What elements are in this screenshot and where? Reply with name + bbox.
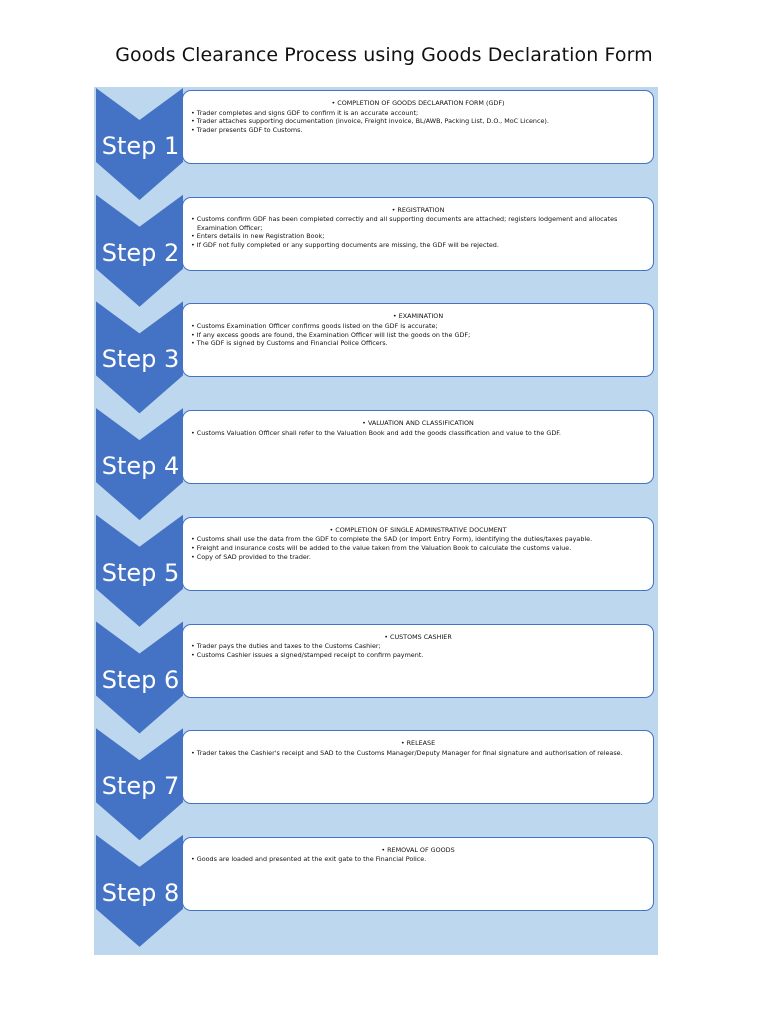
step-bullet-text: Enters details in new Registration Book; xyxy=(196,232,325,241)
step-box-1 xyxy=(182,90,654,164)
step-bullet xyxy=(191,429,645,438)
step-bullet xyxy=(191,322,645,331)
step-box-2 xyxy=(182,197,654,271)
bullet-icon: • xyxy=(392,312,397,321)
step-bullet xyxy=(191,215,645,232)
bullet-icon: • xyxy=(191,321,195,330)
step-box-3 xyxy=(182,303,654,377)
bullet-icon: • xyxy=(329,525,334,534)
bullet-icon: • xyxy=(191,552,195,561)
bullet-icon: • xyxy=(191,855,195,864)
step-bullet xyxy=(191,109,645,118)
bullet-icon: • xyxy=(391,205,396,214)
step-label-3: Step 3 xyxy=(101,345,180,374)
step-bullet xyxy=(191,651,645,660)
step-heading-text: CUSTOMS CASHIER xyxy=(389,632,452,641)
step-heading-text: COMPLETION OF SINGLE ADMINSTRATIVE DOCUMENT xyxy=(335,525,507,534)
step-heading-text: VALUATION AND CLASSIFICATION xyxy=(367,419,474,428)
step-bullet xyxy=(191,553,645,562)
step-bullet xyxy=(191,331,645,340)
bullet-icon: • xyxy=(191,543,195,552)
step-bullet xyxy=(191,117,645,126)
bullet-icon: • xyxy=(400,739,405,748)
bullet-icon: • xyxy=(191,650,195,659)
bullet-icon: • xyxy=(384,632,388,641)
step-bullet xyxy=(191,339,645,348)
bullet-icon: • xyxy=(191,748,195,757)
step-heading-6 xyxy=(191,633,645,642)
bullet-icon: • xyxy=(191,125,195,134)
bullet-icon: • xyxy=(191,330,195,339)
step-label-1: Step 1 xyxy=(101,132,180,160)
step-label-5: Step 5 xyxy=(101,558,180,587)
bullet-icon: • xyxy=(331,99,336,107)
step-bullet xyxy=(191,535,645,544)
step-bullet-text: Customs Examination Officer confirms goods listed on the GDF is accurate; xyxy=(196,321,438,330)
step-bullet xyxy=(191,642,645,651)
step-heading-3 xyxy=(191,312,645,321)
step-label-7: Step 7 xyxy=(101,772,180,801)
step-box-8 xyxy=(182,837,654,911)
step-heading-text: COMPLETION OF GOODS DECLARATION FORM (GDF) xyxy=(337,99,505,107)
bullet-icon: • xyxy=(191,339,195,348)
step-heading-8 xyxy=(191,846,645,855)
step-bullet-text: If GDF not fully completed or any supporting documents are missing, the GDF will be rejected. xyxy=(196,241,499,250)
step-bullet-text: Goods are loaded and presented at the exit gate to the Financial Police. xyxy=(196,855,427,864)
step-box-5 xyxy=(182,517,654,591)
bullet-icon: • xyxy=(191,241,195,250)
step-bullet-text: Freight and insurance costs will be added to the value taken from the Valuation Book to calculate the customs value. xyxy=(196,543,572,552)
bullet-icon: • xyxy=(191,428,195,437)
bullet-icon: • xyxy=(191,108,195,117)
bullet-icon: • xyxy=(191,215,195,224)
bullet-icon: • xyxy=(191,117,195,126)
step-bullet-text: If any excess goods are found, the Examination Officer will list the goods on the GDF; xyxy=(196,330,471,339)
step-heading-5 xyxy=(191,526,645,535)
step-box-4 xyxy=(182,410,654,484)
step-heading-2 xyxy=(191,206,645,215)
step-heading-1 xyxy=(191,99,645,108)
step-bullet xyxy=(191,241,645,250)
step-bullet-text: Trader completes and signs GDF to confirm it is an accurate account; xyxy=(196,108,419,117)
bullet-icon: • xyxy=(381,845,386,854)
step-heading-7 xyxy=(191,739,645,748)
bullet-icon: • xyxy=(191,535,195,544)
step-bullet-text: Trader presents GDF to Customs. xyxy=(196,125,303,134)
step-bullet-text: Copy of SAD provided to the trader. xyxy=(196,552,311,561)
step-bullet xyxy=(191,544,645,553)
step-bullet-text: The GDF is signed by Customs and Financial Police Officers. xyxy=(196,339,388,348)
step-label-6: Step 6 xyxy=(101,665,180,694)
step-heading-text: EXAMINATION xyxy=(398,312,444,321)
bullet-icon: • xyxy=(191,642,195,651)
step-box-7 xyxy=(182,730,654,804)
step-heading-text: RELEASE xyxy=(406,739,436,748)
step-label-4: Step 4 xyxy=(101,452,180,481)
step-bullet xyxy=(191,749,645,758)
step-bullet-text: Customs Valuation Officer shall refer to the Valuation Book and add the goods classification and value to the GDF. xyxy=(196,428,561,437)
step-bullet xyxy=(191,855,645,864)
step-label-2: Step 2 xyxy=(101,238,180,267)
step-bullet-text: Customs shall use the data from the GDF to complete the SAD (or Import Entry Form), identifying the duties/taxes payable. xyxy=(196,535,593,544)
bullet-icon: • xyxy=(191,232,195,241)
step-heading-text: REMOVAL OF GOODS xyxy=(387,845,455,854)
step-label-8: Step 8 xyxy=(101,878,180,907)
step-heading-4 xyxy=(191,419,645,428)
bullet-icon: • xyxy=(362,419,366,428)
step-bullet xyxy=(191,232,645,241)
step-bullet-text: Trader pays the duties and taxes to the Customs Cashier; xyxy=(196,642,381,651)
step-bullet-text: Trader attaches supporting documentation (invoice, Freight invoice, BL/AWB, Packing List, D.O., MoC Licence). xyxy=(196,117,549,126)
step-bullet-text: Customs Cashier issues a signed/stamped receipt to confirm payment. xyxy=(196,650,424,659)
step-bullet-text: Customs confirm GDF has been completed correctly and all supporting documents are attached; registers lodgement and allocates Examination Officer; xyxy=(196,215,618,232)
step-bullet-text: Trader takes the Cashier's receipt and SAD to the Customs Manager/Deputy Manager for final signature and authorisation of release. xyxy=(196,748,623,757)
step-heading-text: REGISTRATION xyxy=(397,205,445,214)
step-box-6 xyxy=(182,624,654,698)
step-bullet xyxy=(191,126,645,135)
page-title: Goods Clearance Process using Goods Declaration Form xyxy=(115,44,653,66)
